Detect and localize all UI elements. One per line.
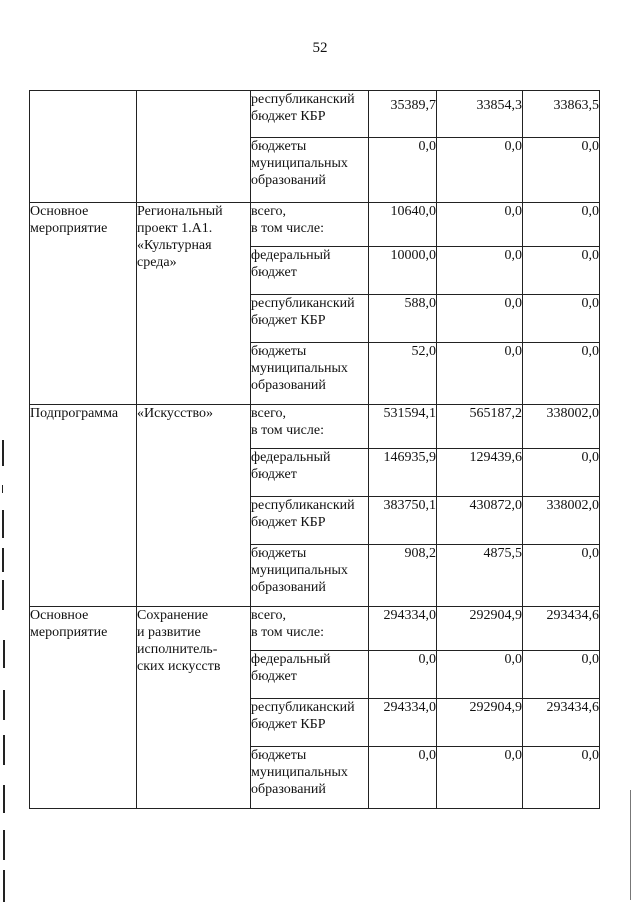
funding-source-cell: республиканский бюджет КБР bbox=[251, 295, 369, 343]
scan-mark bbox=[3, 870, 5, 902]
value-cell-3: 0,0 bbox=[523, 295, 600, 343]
row-title-cell bbox=[137, 91, 251, 203]
value-cell-1: 0,0 bbox=[369, 747, 437, 809]
scan-mark bbox=[3, 785, 5, 813]
table-row bbox=[30, 91, 600, 138]
row-kind-cell: Основное мероприятие bbox=[30, 607, 137, 809]
funding-source-cell: федеральный бюджет bbox=[251, 247, 369, 295]
value-cell-2: 292904,9 bbox=[437, 699, 523, 747]
value-cell-1: 531594,1 bbox=[369, 405, 437, 449]
funding-source-cell: бюджеты муниципальных образований bbox=[251, 343, 369, 405]
value-cell-2: 0,0 bbox=[437, 203, 523, 247]
value-cell-3: 0,0 bbox=[523, 247, 600, 295]
value-cell-3: 0,0 bbox=[523, 449, 600, 497]
value-cell-3: 33863,5 bbox=[523, 91, 600, 138]
row-title-cell: «Искусство» bbox=[137, 405, 251, 607]
budget-table-body bbox=[30, 91, 600, 809]
value-cell-1: 0,0 bbox=[369, 651, 437, 699]
funding-source-cell: бюджеты муниципальных образований bbox=[251, 138, 369, 203]
row-title-cell: Сохранение и развитие исполнитель- ских искусств bbox=[137, 607, 251, 809]
value-cell-2: 0,0 bbox=[437, 747, 523, 809]
value-cell-2: 292904,9 bbox=[437, 607, 523, 651]
funding-source-cell: всего, в том числе: bbox=[251, 203, 369, 247]
funding-source-cell: республиканский бюджет КБР bbox=[251, 497, 369, 545]
value-cell-3: 0,0 bbox=[523, 545, 600, 607]
value-cell-2: 0,0 bbox=[437, 247, 523, 295]
scan-mark bbox=[630, 790, 631, 900]
funding-source-cell: федеральный бюджет bbox=[251, 449, 369, 497]
value-cell-1: 146935,9 bbox=[369, 449, 437, 497]
value-cell-2: 0,0 bbox=[437, 138, 523, 203]
value-cell-1: 0,0 bbox=[369, 138, 437, 203]
budget-table bbox=[29, 90, 600, 809]
value-cell-2: 0,0 bbox=[437, 343, 523, 405]
value-cell-3: 0,0 bbox=[523, 343, 600, 405]
value-cell-1: 383750,1 bbox=[369, 497, 437, 545]
table-row bbox=[30, 203, 600, 247]
value-cell-3: 0,0 bbox=[523, 203, 600, 247]
value-cell-3: 293434,6 bbox=[523, 699, 600, 747]
scan-mark bbox=[2, 440, 4, 466]
value-cell-3: 338002,0 bbox=[523, 497, 600, 545]
value-cell-3: 0,0 bbox=[523, 138, 600, 203]
value-cell-2: 0,0 bbox=[437, 295, 523, 343]
scan-mark bbox=[3, 830, 5, 860]
value-cell-2: 430872,0 bbox=[437, 497, 523, 545]
scan-mark bbox=[2, 548, 4, 572]
page-number: 52 bbox=[312, 40, 328, 56]
value-cell-2: 129439,6 bbox=[437, 449, 523, 497]
value-cell-3: 0,0 bbox=[523, 651, 600, 699]
funding-source-cell: всего, в том числе: bbox=[251, 607, 369, 651]
value-cell-1: 294334,0 bbox=[369, 607, 437, 651]
value-cell-3: 338002,0 bbox=[523, 405, 600, 449]
value-cell-3: 293434,6 bbox=[523, 607, 600, 651]
scan-mark bbox=[2, 580, 4, 610]
value-cell-1: 10000,0 bbox=[369, 247, 437, 295]
scan-mark bbox=[3, 690, 5, 720]
table-row bbox=[30, 405, 600, 449]
value-cell-3: 0,0 bbox=[523, 747, 600, 809]
value-cell-1: 294334,0 bbox=[369, 699, 437, 747]
row-kind-cell bbox=[30, 91, 137, 203]
funding-source-cell: республиканский бюджет КБР bbox=[251, 699, 369, 747]
value-cell-1: 52,0 bbox=[369, 343, 437, 405]
table-row bbox=[30, 607, 600, 651]
funding-source-cell: бюджеты муниципальных образований bbox=[251, 747, 369, 809]
value-cell-2: 565187,2 bbox=[437, 405, 523, 449]
scan-mark bbox=[3, 735, 5, 765]
row-kind-cell: Основное мероприятие bbox=[30, 203, 137, 405]
funding-source-cell: бюджеты муниципальных образований bbox=[251, 545, 369, 607]
row-title-cell: Региональный проект 1.А1. «Культурная среда» bbox=[137, 203, 251, 405]
value-cell-1: 35389,7 bbox=[369, 91, 437, 138]
funding-source-cell: всего, в том числе: bbox=[251, 405, 369, 449]
value-cell-1: 908,2 bbox=[369, 545, 437, 607]
value-cell-2: 0,0 bbox=[437, 651, 523, 699]
scan-mark bbox=[3, 640, 5, 668]
row-kind-cell: Подпрограмма bbox=[30, 405, 137, 607]
scan-mark bbox=[2, 485, 3, 493]
scan-mark bbox=[2, 510, 4, 538]
funding-source-cell: федеральный бюджет bbox=[251, 651, 369, 699]
value-cell-2: 33854,3 bbox=[437, 91, 523, 138]
value-cell-1: 588,0 bbox=[369, 295, 437, 343]
value-cell-2: 4875,5 bbox=[437, 545, 523, 607]
funding-source-cell: республиканский бюджет КБР bbox=[251, 91, 369, 138]
value-cell-1: 10640,0 bbox=[369, 203, 437, 247]
